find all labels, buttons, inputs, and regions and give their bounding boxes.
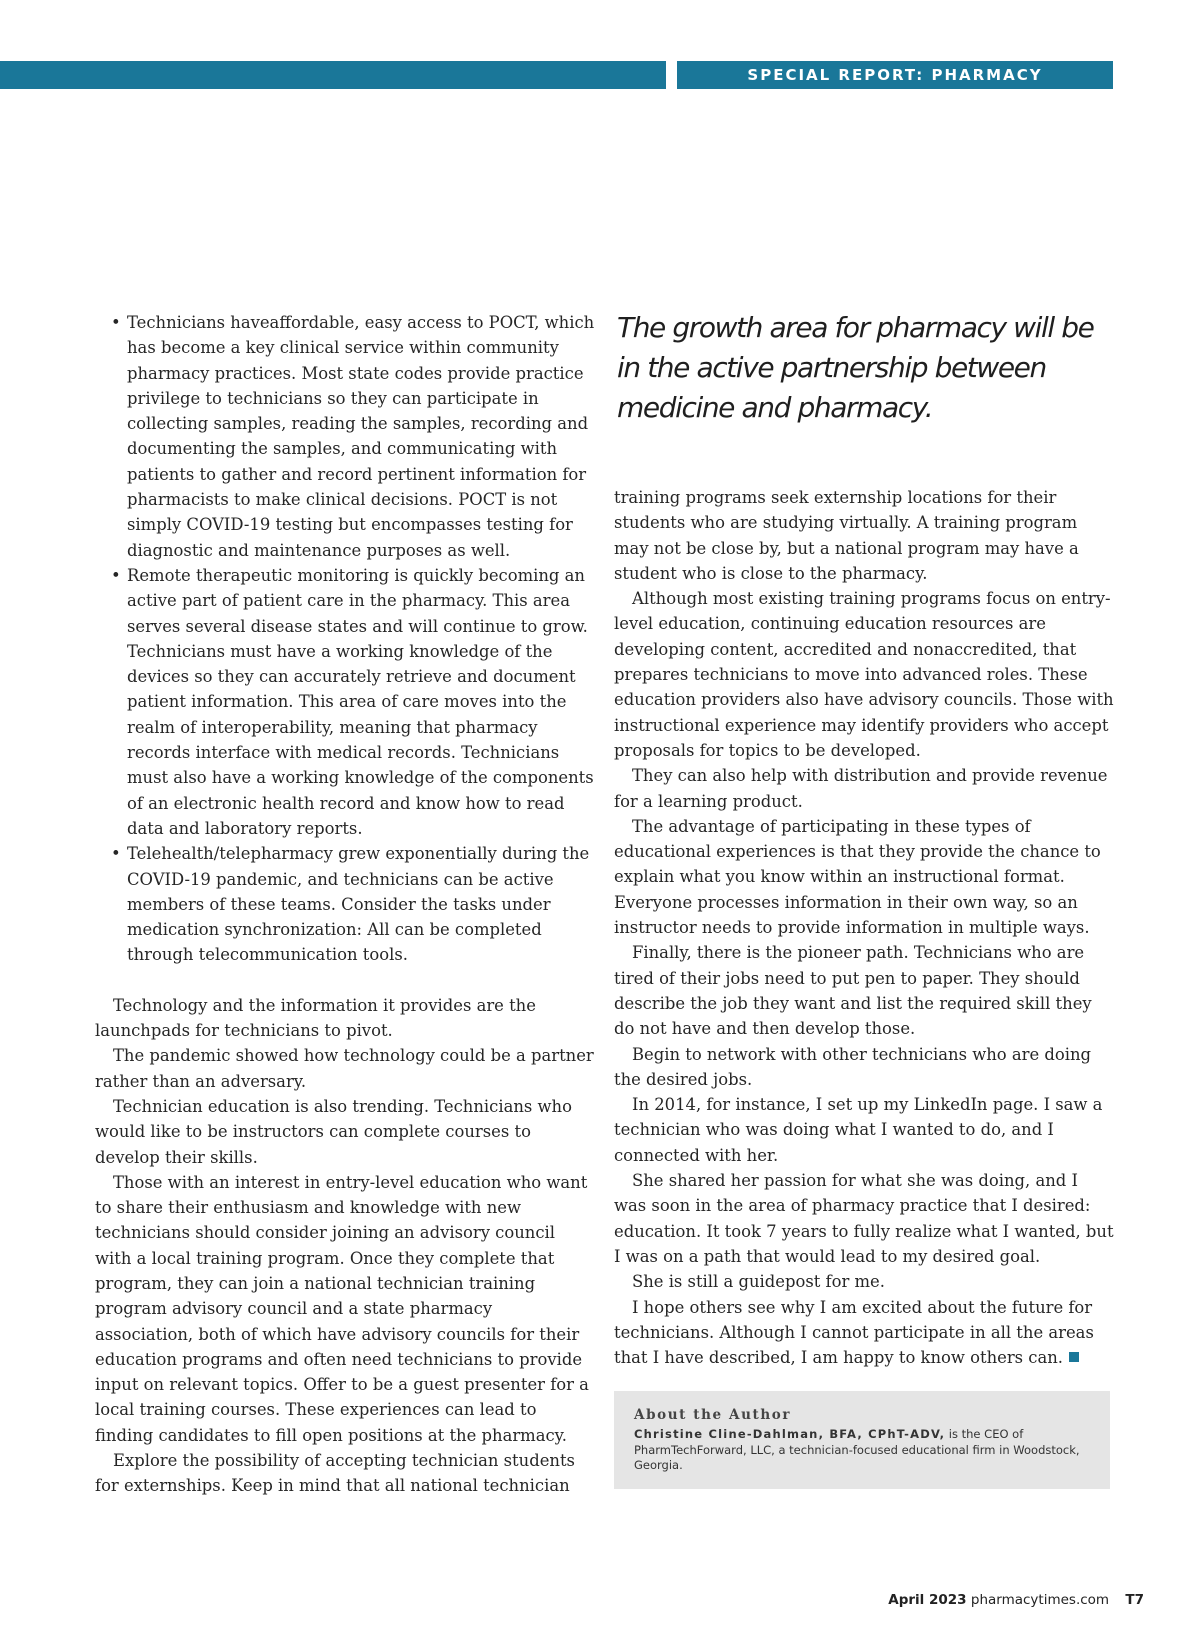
body-paragraph: In 2014, for instance, I set up my LinkedIn page. I saw a technician who was doing what I wanted to do, and I connected with her.: [614, 1095, 1103, 1165]
body-paragraph: Technician education is also trending. Technicians who would like to be instructors can complete courses to develop their skills.: [95, 1096, 572, 1167]
bullet-text: Technicians haveaffordable, easy access to POCT, which has become a key clinical service within community pharmacy practices. Most state codes provide practice privilege to technicians so they can participate in collecting samples, reading the samples, recording and documenting the samples, and communicating with patients to gather and record pertinent information for pharmacists to make clinical decisions. POCT is not simply COVID-19 testing but encompasses testing for diagnostic and maintenance purposes as well.: [127, 313, 595, 560]
body-paragraph: Explore the possibility of accepting technician students for externships. Keep in mind that all national technician: [95, 1451, 575, 1496]
section-label: SPECIAL REPORT: PHARMACY TECHNICIANS: [677, 61, 1113, 89]
right-column: [614, 485, 1114, 1370]
body-paragraph: Technology and the information it provides are the launchpads for technicians to pivot.: [95, 995, 536, 1041]
page-number: T7: [1125, 1592, 1144, 1608]
bullet-text: Telehealth/telepharmacy grew exponentially during the COVID-19 pandemic, and technicians can be active members of these teams. Consider the tasks under medication synchronization: All can be completed through telecommunication tools.: [127, 844, 590, 965]
bullet-icon: •: [111, 565, 121, 585]
bullet-item: [95, 310, 595, 563]
bullet-list: [95, 310, 595, 968]
end-mark-icon: [1069, 1352, 1079, 1362]
body-paragraph: Begin to network with other technicians who are doing the desired jobs.: [614, 1044, 1092, 1089]
left-column: [95, 310, 595, 1499]
body-paragraph: Finally, there is the pioneer path. Technicians who are tired of their jobs need to put pen to paper. They should describe the job they want and list the required skill they do not have and then develop those.: [614, 943, 1092, 1039]
page-footer: [888, 1592, 1144, 1608]
body-paragraph: The pandemic showed how technology could be a partner rather than an adversary.: [95, 1046, 594, 1091]
bullet-text: Remote therapeutic monitoring is quickly becoming an active part of patient care in the pharmacy. This area serves several disease states and will continue to grow. Technicians must have a working knowledge of the devices so they can accurately retrieve and document patient information. This area of care moves into the realm of interoperability, meaning that pharmacy records interface with medical records. Technicians must also have a working knowledge of the components of an electronic health record and know how to read data and laboratory reports.: [127, 565, 594, 838]
body-paragraph: They can also help with distribution and provide revenue for a learning product.: [614, 766, 1108, 811]
bullet-item: [95, 841, 595, 967]
about-title: About the Author: [634, 1407, 792, 1423]
body-paragraph: Those with an interest in entry-level education who want to share their enthusiasm and knowledge with new technicians should consider joining an advisory council with a local training program. Once they complete that program, they can join a national technician training program advisory council and a state pharmacy association, both of which have advisory councils for their education programs and often need technicians to provide input on relevant topics. Offer to be a guest presenter for a local training courses. These experiences can lead to finding candidates to fill open positions at the pharmacy.: [95, 1172, 589, 1445]
bullet-item: [95, 563, 595, 841]
bullet-icon: •: [111, 313, 121, 332]
author-bio: is the CEO of PharmTechForward, LLC, a technician-focused educational firm in Woodstock, Georgia.: [634, 1427, 1080, 1472]
final-paragraph-text: I hope others see why I am excited about the future for technicians. Although I cannot participate in all the areas that I have described, I am happy to know others can.: [614, 1297, 1094, 1368]
body-paragraph: She shared her passion for what she was doing, and I was soon in the area of pharmacy practice that I desired: education. It took 7 years to fully realize what I wanted, but I was on a path that would lead to my desired goal.: [614, 1171, 1114, 1266]
about-text: [634, 1427, 1090, 1474]
site-link[interactable]: pharmacytimes.com: [970, 1592, 1110, 1608]
body-paragraph: The advantage of participating in these types of educational experiences is that they provide the chance to explain what you know within an instructional format. Everyone processes information in their own way, so an instructor needs to provide information in multiple ways.: [614, 816, 1101, 938]
issue-date: April 2023: [888, 1592, 967, 1608]
author-name: Christine Cline-Dahlman, BFA, CPhT-ADV,: [634, 1427, 946, 1441]
bullet-icon: •: [111, 844, 121, 864]
about-author-box: [614, 1391, 1110, 1489]
final-paragraph: [614, 1295, 1114, 1371]
header-rule: [0, 61, 666, 89]
body-paragraph: She is still a guidepost for me.: [632, 1272, 885, 1292]
body-paragraph: Although most existing training programs focus on entry-level education, continuing education resources are developing content, accredited and nonaccredited, that prepares technicians to move into advanced roles. These education providers also have advisory councils. Those with instructional experience may identify providers who accept proposals for topics to be developed.: [614, 589, 1114, 760]
body-paragraph: training programs seek externship locations for their students who are studying virtually. A training program may not be close by, but a national program may have a student who is close to the pharmacy.: [614, 488, 1079, 583]
pull-quote: The growth area for pharmacy will be in the active partnership between medicine and pharmacy.: [617, 311, 1094, 424]
